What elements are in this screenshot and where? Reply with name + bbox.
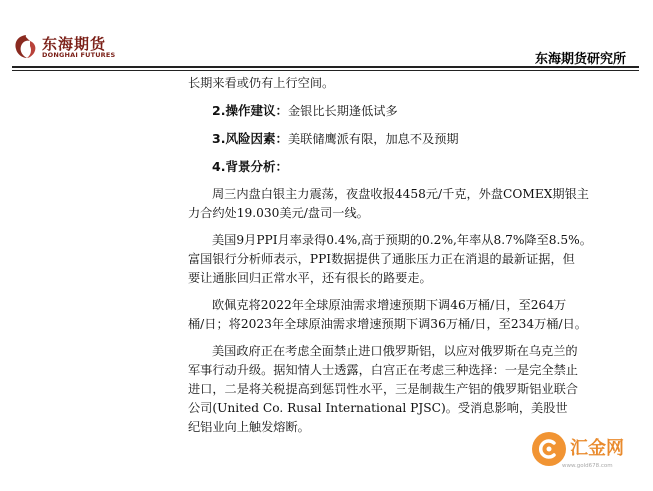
watermark-logo-icon — [532, 432, 566, 466]
paragraph-line: 军事行动升级。据知情人士透露，白宫正在考虑三种选择：一是完全禁止 — [188, 363, 578, 377]
paragraph-line: 富国银行分析师表示，PPI数据提供了通胀压力正在消退的最新证据，但 — [188, 252, 575, 266]
section-risk-factors — [188, 129, 632, 149]
section-text: 美联储鹰派有限，加息不及预期 — [287, 132, 459, 146]
institute-name: 东海期货研究所 — [534, 52, 626, 67]
watermark-url: www.gold678.com — [562, 463, 613, 469]
section-text: 金银比长期逢低试多 — [287, 104, 398, 118]
paragraph-russian-aluminum — [188, 342, 632, 437]
paragraph-line: 桶/日；将2023年全球原油需求增速预期下调36万桶/日，至234万桶/日。 — [188, 317, 587, 331]
report-content — [188, 74, 632, 437]
watermark-brand: 汇金网 — [570, 438, 624, 459]
paragraph-line: 欧佩克将2022年全球原油需求增速预期下调46万桶/日，至264万 — [212, 298, 567, 312]
section-label: 4.背景分析： — [212, 159, 288, 174]
paragraph-us-ppi — [188, 231, 632, 288]
intro-line: 长期来看或仍有上行空间。 — [188, 76, 335, 90]
logo-english-name: DONGHAI FUTURES — [42, 51, 116, 59]
paragraph-line: 要让通胀回归正常水平，还有很长的路要走。 — [188, 271, 432, 285]
watermark — [532, 432, 642, 476]
section-label: 2.操作建议： — [212, 103, 288, 118]
donghai-logo — [12, 33, 122, 61]
dragon-emblem-icon — [12, 33, 40, 61]
section-operation-advice — [188, 101, 632, 121]
section-background — [188, 157, 632, 177]
paragraph-line: 纪铝业向上触发熔断。 — [188, 420, 310, 434]
page-header — [0, 0, 653, 70]
paragraph-line: 美国9月PPI月率录得0.4%,高于预期的0.2%,年率从8.7%降至8.5%。 — [212, 233, 592, 247]
paragraph-opec — [188, 296, 632, 334]
logo-chinese-name: 东海期货 — [42, 35, 107, 53]
paragraph-line: 周三内盘白银主力震荡，夜盘收报4458元/千克，外盘COMEX期银主 — [212, 187, 589, 201]
section-label: 3.风险因素： — [212, 131, 288, 146]
paragraph-line: 力合约处19.030美元/盘司一线。 — [188, 206, 369, 220]
header-rule-thin — [12, 70, 639, 71]
paragraph-silver-market — [188, 185, 632, 223]
paragraph-line: 美国政府正在考虑全面禁止进口俄罗斯铝，以应对俄罗斯在乌克兰的 — [212, 344, 578, 358]
paragraph-line: 进口，二是将关税提高到惩罚性水平，三是制裁生产铝的俄罗斯铝业联合 — [188, 382, 578, 396]
paragraph-line: 公司(United Co. Rusal International PJSC)。受消息影响，美股世 — [188, 401, 568, 415]
header-rule-thick — [12, 66, 639, 68]
